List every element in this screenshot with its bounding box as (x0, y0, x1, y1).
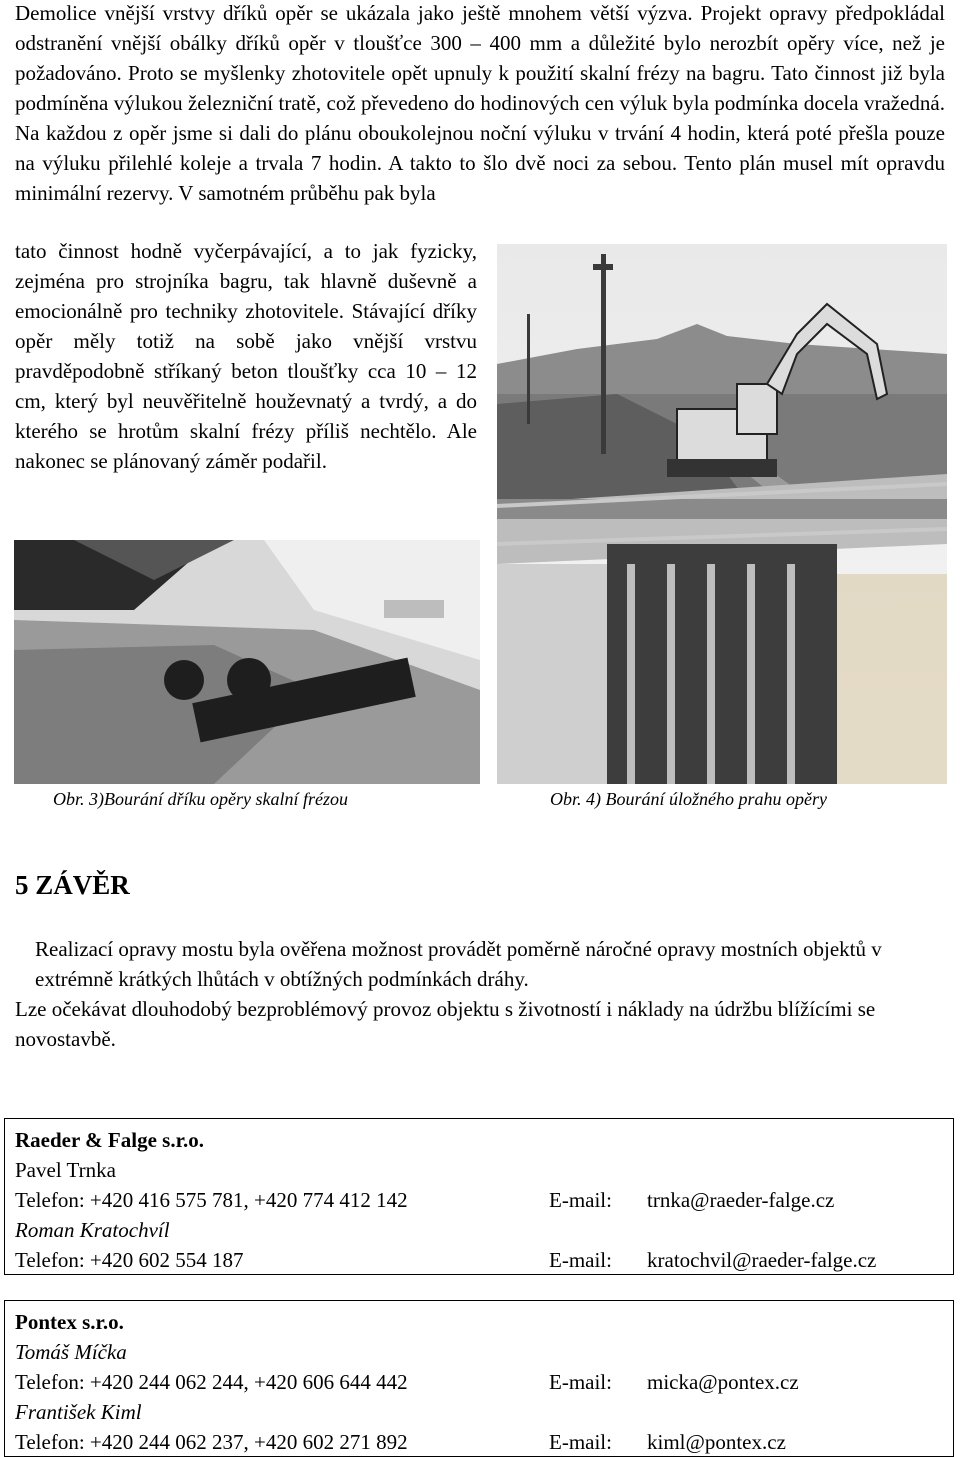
email-link[interactable]: kiml@pontex.cz (647, 1430, 786, 1454)
contact-box-pontex (4, 1300, 954, 1457)
figure-4-caption: Obr. 4) Bourání úložného prahu opěry (550, 789, 827, 809)
contact-name: Roman Kratochvíl (15, 1218, 170, 1242)
phone: Telefon: +420 244 062 237, +420 602 271 892 (15, 1430, 408, 1454)
email-label: E-mail: (549, 1430, 612, 1454)
email-link[interactable]: micka@pontex.cz (647, 1370, 799, 1394)
email-link[interactable]: trnka@raeder-falge.cz (647, 1188, 835, 1212)
conclusion-text (15, 934, 945, 1054)
contact-box-raeder-falge (4, 1118, 954, 1275)
photo-milling-head (14, 540, 480, 784)
contact-row (15, 1185, 943, 1215)
phone: Telefon: +420 244 062 244, +420 606 644 442 (15, 1370, 408, 1394)
company-name: Pontex s.r.o. (15, 1310, 124, 1334)
photo-excavator (497, 244, 947, 784)
phone: Telefon: +420 602 554 187 (15, 1248, 244, 1272)
wrapped-paragraph: tato činnost hodně vyčerpávající, a to jak fyzicky, zejména pro strojníka bagru, tak hlavně duševně a emocionálně pro techniky zhotovitele. Stávající dříky opěr měly totiž na sobě jako vnější vrstvu pravděpodobně stříkaný beton tloušťky cca 10 – 12 cm, který byl neuvěřitelně houževnatý a tvrdý, a do kterého se hrotům skalní frézy příliš nechtělo. Ale nakonec se plánovaný záměr podařil. (15, 239, 477, 473)
intro-paragraph: Demolice vnější vrstvy dříků opěr se ukázala jako ještě mnohem větší výzva. Projekt opravy předpokládal odstranění vnější obálky dříků opěr v tloušťce 300 – 400 mm a důležité bylo nerozbít opěry více, než je požadováno. Proto se myšlenky zhotovitele opět upnuly k použití skalní frézy na bagru. Tato činnost již byla podmíněna výlukou železniční tratě, což převedeno do hodinových cen výluk byla podmínka docela vražedná. Na každou z opěr jsme si dali do plánu oboukolejnou noční výluku v trvání 4 hodin, která poté přešla pouze na výluku přilehlé koleje a trvala 7 hodin. A takto to šlo dvě noci za sebou. Tento plán musel mít opravdu minimální rezervy. V samotném průběhu pak byla (15, 1, 945, 205)
conclusion-paragraph-1: Realizací opravy mostu byla ověřena možnost provádět poměrně náročné opravy mostních objektů v extrémně krátkých lhůtách v obtížných podmínkách dráhy. (35, 937, 882, 991)
contact-name: Pavel Trnka (15, 1158, 116, 1182)
contact-name: Tomáš Míčka (15, 1340, 127, 1364)
contact-row (15, 1367, 943, 1397)
phone: Telefon: +420 416 575 781, +420 774 412 142 (15, 1188, 408, 1212)
email-label: E-mail: (549, 1370, 612, 1394)
section-title: 5 ZÁVĚR (15, 870, 130, 900)
email-label: E-mail: (549, 1188, 612, 1212)
contact-row (15, 1245, 943, 1275)
contact-row (15, 1427, 943, 1457)
conclusion-paragraph-2: Lze očekávat dlouhodobý bezproblémový provoz objektu s životností i náklady na údržbu blížícími se novostavbě. (15, 997, 876, 1051)
email-link[interactable]: kratochvil@raeder-falge.cz (647, 1248, 877, 1272)
contact-name: František Kiml (15, 1400, 142, 1424)
email-label: E-mail: (549, 1248, 612, 1272)
figure-3-caption: Obr. 3)Bourání dříku opěry skalní frézou (53, 789, 348, 809)
company-name: Raeder & Falge s.r.o. (15, 1128, 204, 1152)
